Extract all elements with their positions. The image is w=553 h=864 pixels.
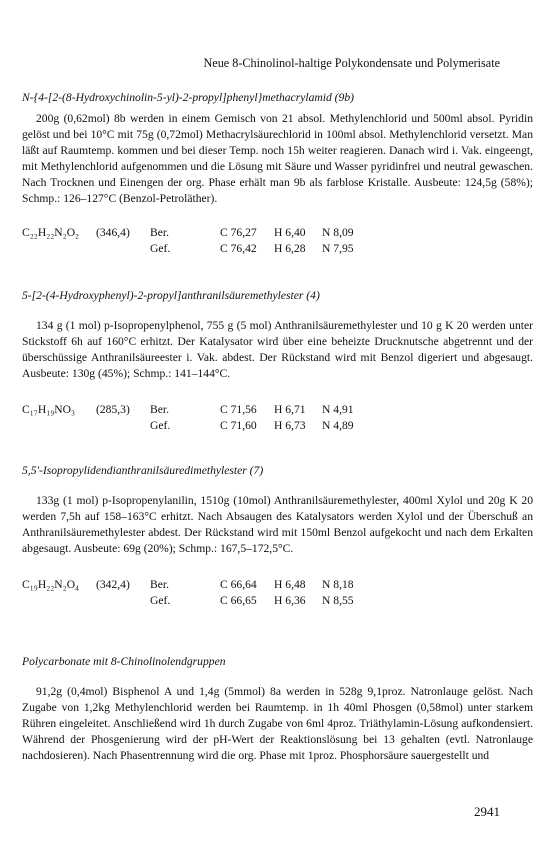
found-label: Gef. — [150, 594, 171, 607]
section-body: 133g (1 mol) p-Isopropenylanilin, 1510g (10mol) Anthranilsäuremethylester, 400ml Xylol und 20g K 20 werden 7,5h auf 158–163°C erhitzt. Nach Absaugen des Katalysators werden Xylol und der Überschuß an Anthranilsäuremethylester abdest. Der Rückstand wird mit 150ml Benzol aufgekocht und nach dem Erkalten abgesaugt. Ausbeute: 69g (20%); Schmp.: 167,5–172,5°C. — [22, 494, 533, 555]
found-c: C 71,60 — [220, 419, 257, 432]
found-label: Gef. — [150, 419, 171, 432]
found-h: H 6,73 — [274, 419, 306, 432]
calc-label: Ber. — [150, 226, 169, 239]
calc-c: C 76,27 — [220, 226, 257, 239]
section-title: 5,5'-Isopropylidendianthranilsäuredimethylester (7) — [22, 464, 264, 477]
elemental-analysis — [22, 577, 372, 609]
found-c: C 66,65 — [220, 594, 257, 607]
calc-n: N 4,91 — [322, 403, 354, 416]
calc-label: Ber. — [150, 403, 169, 416]
calc-label: Ber. — [150, 578, 169, 591]
found-h: H 6,28 — [274, 242, 306, 255]
elemental-analysis — [22, 402, 372, 434]
page-number: 2941 — [474, 804, 500, 819]
section-title: Polycarbonate mit 8-Chinolinolendgruppen — [22, 655, 226, 668]
found-n: N 4,89 — [322, 419, 354, 432]
calc-n: N 8,18 — [322, 578, 354, 591]
section-body: 200g (0,62mol) 8b werden in einem Gemisch von 21 absol. Methylenchlorid und 500ml absol. Pyridin gelöst und bei 10°C mit 75g (0,72mol) Methacrylsäurechlorid in 100ml absol. Methylenchlorid versetzt. Man läßt auf Raumtemp. kommen und bei dieser Temp. noch 15h weiter reagieren. Danach wird i. Vak. eingeengt, mit Methylenchlorid aufgenommen und die Lösung mit Säure und Wasser pyridinfrei und neutral gewaschen. Nach Trocknen und Einengen der org. Phase erhält man 9b als farblose Kristalle. Ausbeute: 124,5g (58%); Schmp.: 126–127°C (Benzol-Petroläther). — [22, 112, 533, 205]
calc-h: H 6,48 — [274, 578, 306, 591]
molecular-weight: (342,4) — [96, 578, 130, 591]
formula: C₂₂H₂₂N₂O₂ — [22, 226, 80, 239]
calc-c: C 66,64 — [220, 578, 257, 591]
elemental-analysis — [22, 225, 372, 257]
formula: C₁₇H₁₉NO₃ — [22, 403, 76, 416]
running-header: Neue 8-Chinolinol-haltige Polykondensate und Polymerisate — [203, 56, 500, 70]
section-title: N-{4-[2-(8-Hydroxychinolin-5-yl)-2-propyl]phenyl}methacrylamid (9b) — [22, 91, 354, 104]
section-body: 91,2g (0,4mol) Bisphenol A und 1,4g (5mmol) 8a werden in 528g 9,1proz. Natronlauge gelöst. Nach Zugabe von 1,2kg Methylenchlorid werden bei Raumtemp. in 1h 40ml Phosgen (0,58mol) unter starkem Rühren eingeleitet. Anschließend wird 1h durch Zugabe von 6ml 4proz. Triäthylamin-Lösung aufkondensiert. Während der Phosgenierung wird der pH-Wert der Reaktionslösung bei 13 gehalten (evtl. Natronlauge nachdosieren). Nach Phasentrennung wird die org. Phase mit 1proz. Phosphorsäure sauergestellt und — [22, 685, 533, 762]
found-h: H 6,36 — [274, 594, 306, 607]
found-n: N 7,95 — [322, 242, 354, 255]
section-body: 134 g (1 mol) p-Isopropenylphenol, 755 g (5 mol) Anthranilsäuremethylester und 10 g K 20 werden unter Stickstoff 6h auf 160°C erhitzt. Der Katalysator wird über eine beheizte Drucknutsche abgetrennt und der überschüssige Anthranilsäureester i. Vak. abdest. Der Rückstand wird mit Benzol digeriert und abgesaugt. Ausbeute: 130g (45%); Schmp.: 141–144°C. — [22, 319, 533, 380]
calc-h: H 6,71 — [274, 403, 306, 416]
found-c: C 76,42 — [220, 242, 257, 255]
formula: C₁₉H₂₂N₂O₄ — [22, 578, 80, 591]
found-n: N 8,55 — [322, 594, 354, 607]
molecular-weight: (285,3) — [96, 403, 130, 416]
calc-n: N 8,09 — [322, 226, 354, 239]
calc-h: H 6,40 — [274, 226, 306, 239]
molecular-weight: (346,4) — [96, 226, 130, 239]
calc-c: C 71,56 — [220, 403, 257, 416]
section-title: 5-[2-(4-Hydroxyphenyl)-2-propyl]anthranilsäuremethylester (4) — [22, 289, 320, 302]
found-label: Gef. — [150, 242, 171, 255]
